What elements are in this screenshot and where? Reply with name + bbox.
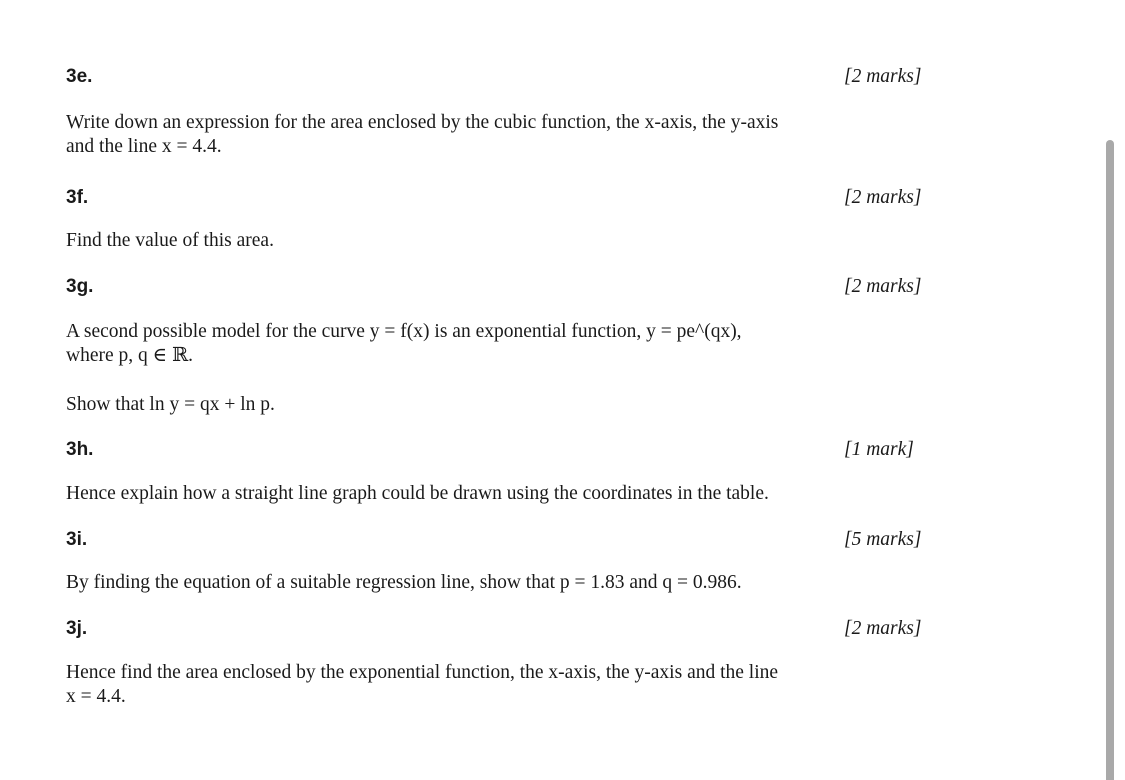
question-text-line: Show that ln y = qx + ln p.: [66, 394, 275, 415]
question-marks: [2 marks]: [844, 187, 922, 208]
question-label: 3f.: [66, 187, 89, 208]
question-header: [66, 436, 956, 464]
question-3i: [66, 526, 956, 593]
question-marks: [2 marks]: [844, 66, 922, 87]
question-text-line: Find the value of this area.: [66, 230, 274, 251]
question-3f: [66, 184, 956, 251]
question-header: [66, 273, 956, 301]
question-label: 3j.: [66, 618, 88, 639]
question-header: [66, 615, 956, 643]
question-marks: [2 marks]: [844, 618, 922, 639]
question-marks: [1 mark]: [844, 439, 914, 460]
question-header: [66, 63, 956, 91]
question-label: 3h.: [66, 439, 94, 460]
question-text-line: x = 4.4.: [66, 686, 126, 707]
question-text-line: Hence explain how a straight line graph could be drawn using the coordinates in the table.: [66, 483, 769, 504]
question-marks: [5 marks]: [844, 529, 922, 550]
question-marks: [2 marks]: [844, 276, 922, 297]
question-label: 3g.: [66, 276, 94, 297]
question-text-line: where p, q ∈ ℝ.: [66, 345, 194, 366]
question-header: [66, 526, 956, 554]
question-3e: [66, 63, 956, 157]
question-label: 3e.: [66, 66, 93, 87]
question-label: 3i.: [66, 529, 88, 550]
question-3g: [66, 273, 956, 415]
question-text-line: Write down an expression for the area enclosed by the cubic function, the x-axis, the y-axis: [66, 112, 779, 133]
question-text-line: By finding the equation of a suitable regression line, show that p = 1.83 and q = 0.986.: [66, 572, 742, 593]
vertical-scrollbar[interactable]: [1106, 140, 1114, 780]
question-text-line: Hence find the area enclosed by the exponential function, the x-axis, the y-axis and the line: [66, 662, 779, 683]
question-text-line: A second possible model for the curve y = f(x) is an exponential function, y = pe^(qx),: [66, 321, 742, 342]
question-text-line: and the line x = 4.4.: [66, 136, 222, 157]
question-header: [66, 184, 956, 212]
question-3j: [66, 615, 956, 707]
question-3h: [66, 436, 956, 504]
